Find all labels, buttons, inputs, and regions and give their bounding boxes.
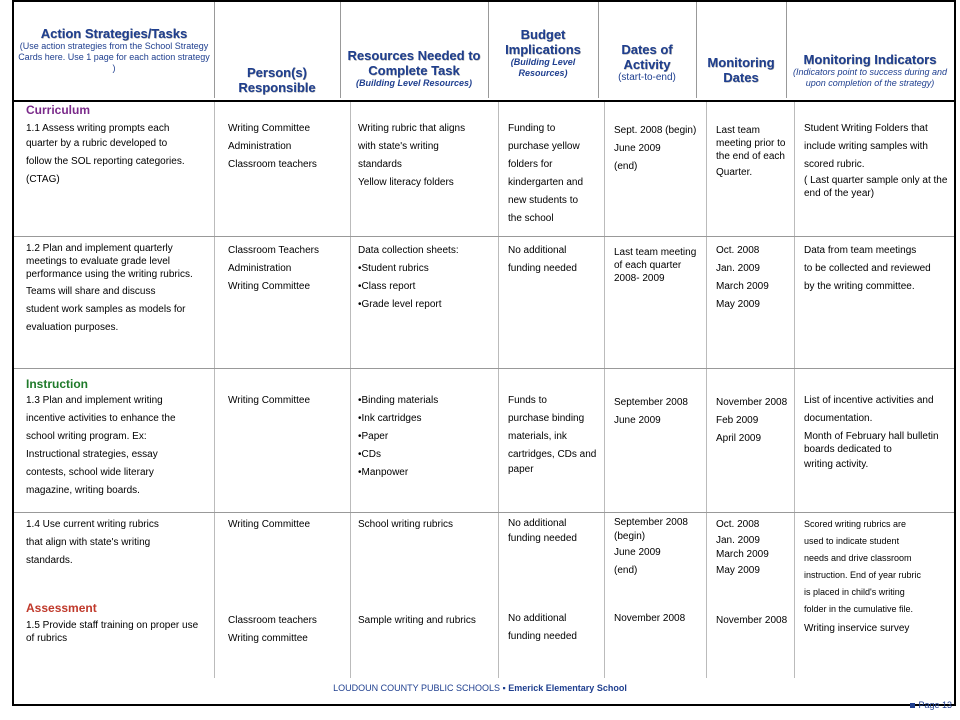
date-text: (end)	[614, 161, 638, 172]
task-text: 1.5 Provide staff training on proper use of rubrics	[26, 620, 199, 644]
monitoring-text: Quarter.	[716, 167, 753, 178]
header-resources	[340, 2, 488, 98]
budget-text: kindergarten and	[508, 177, 584, 188]
footer-district: LOUDOUN COUNTY PUBLIC SCHOOLS	[333, 683, 501, 693]
table-row-4-resources	[354, 516, 496, 534]
date-text: September 2008 (begin)	[614, 517, 688, 542]
header-dates	[598, 2, 696, 98]
table-row-4-monitoring	[712, 516, 794, 580]
indicator-text: Month of February hall bulletin boards dedicated to	[804, 431, 939, 455]
table-row-2-persons	[224, 242, 348, 296]
budget-text: funding needed	[508, 263, 577, 274]
page-number	[910, 700, 952, 710]
header-monitoring-indicators-title: Monitoring Indicators	[803, 51, 937, 67]
budget-text: folders for	[508, 159, 553, 170]
budget-text: Funding to	[508, 123, 556, 134]
indicator-text: ( Last quarter sample only at the end of the year)	[804, 175, 948, 199]
indicator-text: Writing inservice survey	[804, 623, 910, 634]
table-row-3-budget	[504, 392, 602, 479]
monitoring-text: March 2009	[716, 281, 769, 292]
row-divider	[14, 368, 954, 369]
footer-school: Emerick Elementary School	[508, 683, 627, 693]
column-divider	[498, 102, 499, 678]
monitoring-text: April 2009	[716, 433, 762, 444]
row-divider	[14, 512, 954, 513]
person-text: Writing committee	[228, 633, 308, 644]
task-text: 1.1 Assess writing prompts each	[26, 123, 170, 134]
person-text: Writing Committee	[228, 395, 311, 406]
date-text: September 2008	[614, 397, 688, 408]
person-text: Writing Committee	[228, 281, 311, 292]
person-text: Writing Committee	[228, 519, 311, 530]
person-text: Classroom teachers	[228, 615, 317, 626]
header-persons	[214, 2, 340, 98]
budget-text: No additional	[508, 245, 567, 256]
header-dates-sub: (start-to-end)	[618, 71, 676, 83]
task-text: Teams will share and discuss	[26, 286, 156, 297]
monitoring-text: March 2009	[716, 549, 769, 560]
table-row-4-indicators	[800, 516, 952, 618]
monitoring-text: Jan. 2009	[716, 263, 760, 274]
resource-text: Sample writing and rubrics	[358, 615, 476, 626]
indicator-text: needs and drive classroom	[804, 553, 912, 563]
budget-text: funding needed	[508, 631, 577, 642]
task-text: incentive activities to enhance the	[26, 413, 176, 424]
indicator-text: List of incentive activities and	[804, 395, 934, 406]
page-number-text: Page 13	[918, 700, 952, 710]
resource-text: School writing rubrics	[358, 519, 454, 530]
resource-text: •Student rubrics	[358, 263, 429, 274]
table-row-4-persons	[224, 516, 348, 534]
task-text: contests, school wide literary	[26, 467, 154, 478]
task-text: that align with state's writing	[26, 537, 151, 548]
header-resources-sub: (Building Level Resources)	[355, 77, 473, 88]
person-text: Writing Committee	[228, 123, 311, 134]
table-row-2-budget	[504, 242, 602, 278]
indicator-text: Student Writing Folders that	[804, 123, 928, 134]
section-instruction: Instruction	[26, 377, 88, 391]
resource-text: Data collection sheets:	[358, 245, 459, 256]
indicator-text: is placed in child's writing	[804, 587, 905, 597]
task-text: follow the SOL reporting categories.	[26, 156, 185, 167]
page-footer	[0, 683, 960, 693]
table-row-5-dates	[610, 610, 704, 628]
task-text: 1.2 Plan and implement quarterly meetings to evaluate grade level performance using the writing rubrics.	[26, 243, 193, 280]
resource-text: standards	[358, 159, 402, 170]
monitoring-text: November 2008	[716, 397, 788, 408]
header-monitoring-indicators-sub: (Indicators point to success during and upon completion of the strategy)	[792, 66, 948, 88]
column-divider	[604, 102, 605, 678]
resource-text: •Ink cartridges	[358, 413, 422, 424]
column-divider	[706, 102, 707, 678]
column-divider	[350, 102, 351, 678]
date-text: June 2009	[614, 547, 661, 558]
table-row-2-resources	[354, 242, 496, 314]
table-row-5-task	[22, 600, 212, 645]
header-action-strategies-sub: (Use action strategies from the School Strategy Cards here. Use 1 page for each action strategy )	[18, 41, 210, 73]
person-text: Administration	[228, 263, 292, 274]
indicator-text: include writing samples with	[804, 141, 928, 152]
monitoring-text: November 2008	[716, 615, 788, 626]
budget-text: new students to	[508, 195, 579, 206]
table-row-1-task	[22, 102, 212, 189]
indicator-text: scored rubric.	[804, 159, 865, 170]
budget-text: paper	[508, 464, 534, 475]
header-action-strategies-title: Action Strategies/Tasks	[40, 26, 188, 41]
footer-separator: ▪	[502, 683, 506, 693]
table-row-4-budget	[504, 516, 602, 546]
budget-text: No additional	[508, 613, 567, 624]
monitoring-text: Feb 2009	[716, 415, 759, 426]
table-row-3-dates	[610, 396, 704, 432]
budget-text: cartridges, CDs and	[508, 449, 597, 460]
square-bullet-icon	[910, 703, 915, 708]
monitoring-text: Oct. 2008	[716, 519, 760, 530]
column-divider	[794, 102, 795, 678]
indicator-text: folder in the cumulative file.	[804, 604, 914, 614]
table-row-2-task	[22, 242, 212, 337]
person-text: Classroom teachers	[228, 159, 317, 170]
resource-text: •Manpower	[358, 467, 409, 478]
date-text: (end)	[614, 565, 638, 576]
table-row-5-budget	[504, 610, 602, 646]
resource-text: Writing rubric that aligns	[358, 123, 466, 134]
header-monitoring-dates-title: Monitoring Dates	[707, 55, 775, 85]
task-text: Instructional strategies, essay	[26, 449, 158, 460]
table-row-3-indicators	[800, 392, 952, 474]
table-row-5-resources	[354, 612, 496, 630]
resource-text: •Grade level report	[358, 299, 442, 310]
resource-text: •Binding materials	[358, 395, 439, 406]
resource-text: •Class report	[358, 281, 416, 292]
header-resources-title: Resources Needed to Complete Task	[347, 47, 481, 78]
resource-text: with state's writing	[358, 141, 439, 152]
resource-text: •Paper	[358, 431, 389, 442]
person-text: Administration	[228, 141, 292, 152]
table-row-3-task	[22, 376, 212, 500]
row-divider	[14, 236, 954, 237]
monitoring-text: Oct. 2008	[716, 245, 760, 256]
task-text: standards.	[26, 555, 73, 566]
header-action-strategies	[14, 2, 214, 98]
table-row-1-persons	[224, 120, 348, 174]
indicator-text: writing activity.	[804, 459, 869, 470]
monitoring-text: May 2009	[716, 565, 760, 576]
table-row-1-monitoring	[712, 124, 794, 184]
person-text: Classroom Teachers	[228, 245, 319, 256]
indicator-text: to be collected and reviewed	[804, 263, 931, 274]
date-text: Last team meeting of each quarter 2008- 2009	[614, 247, 697, 284]
date-text: Sept. 2008 (begin)	[614, 125, 697, 136]
budget-text: materials, ink	[508, 431, 567, 442]
section-assessment: Assessment	[26, 601, 97, 615]
column-divider	[214, 102, 215, 678]
table-row-4-dates	[610, 516, 704, 580]
table-row-5-monitoring	[712, 614, 794, 627]
header-monitoring-dates	[696, 2, 786, 98]
table-row-1-dates	[610, 124, 704, 178]
budget-text: the school	[508, 213, 554, 224]
table-row-2-monitoring	[712, 242, 794, 314]
task-text: quarter by a rubric developed to	[26, 138, 168, 149]
indicator-text: documentation.	[804, 413, 873, 424]
table-row-4-task	[22, 516, 212, 570]
header-persons-title: Person(s) Responsible	[238, 65, 316, 95]
budget-text: purchase binding	[508, 413, 585, 424]
date-text: June 2009	[614, 415, 661, 426]
table-row-1-budget	[504, 120, 602, 228]
task-text: 1.4 Use current writing rubrics	[26, 519, 159, 530]
table-row-5-indicators	[800, 620, 952, 638]
monitoring-text: May 2009	[716, 299, 760, 310]
table-row-3-resources	[354, 392, 496, 482]
indicator-text: used to indicate student	[804, 536, 900, 546]
resource-text: Yellow literacy folders	[358, 177, 454, 188]
task-text: evaluation purposes.	[26, 322, 119, 333]
header-monitoring-indicators	[786, 2, 954, 98]
budget-text: purchase yellow	[508, 141, 580, 152]
header-dates-title: Dates of Activity	[621, 41, 673, 72]
resource-text: •CDs	[358, 449, 381, 460]
task-text: magazine, writing boards.	[26, 485, 140, 496]
task-text: student work samples as models for	[26, 304, 186, 315]
table-row-5-persons	[224, 612, 348, 648]
table-row-2-indicators	[800, 242, 952, 296]
monitoring-text: Last team meeting prior to the end of each	[716, 125, 786, 162]
task-text: school writing program. Ex:	[26, 431, 147, 442]
date-text: June 2009	[614, 143, 661, 154]
indicator-text: Scored writing rubrics are	[804, 519, 907, 529]
header-budget	[488, 2, 598, 98]
header-budget-title: Budget Implications	[505, 27, 581, 57]
table-row-1-resources	[354, 120, 496, 192]
budget-text: No additional funding needed	[508, 518, 577, 544]
table-row-2-dates	[610, 246, 704, 290]
section-curriculum: Curriculum	[26, 103, 91, 117]
indicator-text: Data from team meetings	[804, 245, 917, 256]
task-text: 1.3 Plan and implement writing	[26, 395, 163, 406]
monitoring-text: Jan. 2009	[716, 535, 760, 546]
task-text: (CTAG)	[26, 174, 60, 185]
date-text: November 2008	[614, 613, 686, 624]
indicator-text: by the writing committee.	[804, 281, 915, 292]
table-row-1-indicators	[800, 120, 952, 200]
budget-text: Funds to	[508, 395, 547, 406]
table-row-3-monitoring	[712, 396, 794, 450]
table-row-3-persons	[224, 392, 348, 410]
indicator-text: instruction. End of year rubric	[804, 570, 922, 580]
header-budget-sub: (Building Level Resources)	[510, 57, 576, 78]
